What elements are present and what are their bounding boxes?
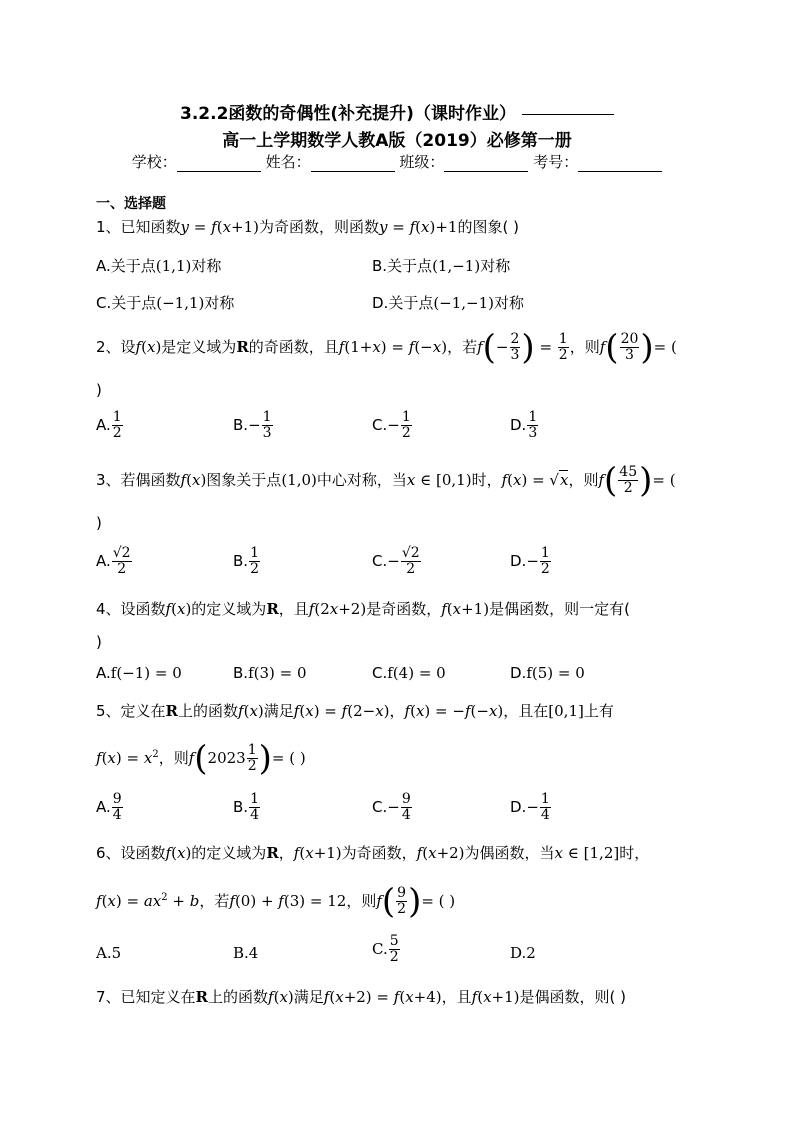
- question-3-close: ): [96, 514, 102, 532]
- name-label: 姓名：: [265, 153, 311, 171]
- exam-number-field[interactable]: [578, 157, 662, 172]
- title-underline: [522, 114, 614, 115]
- q3-option-c[interactable]: C.− $\frac{√2}{2}$: [372, 545, 420, 577]
- school-field[interactable]: [177, 157, 261, 172]
- question-2-close: ): [96, 381, 102, 399]
- q1-option-a[interactable]: A.关于点(1,1)对称: [96, 257, 222, 275]
- question-4: 4、设函数f(x)的定义域为R，且f(2x+2)是奇函数，f(x+1)是偶函数，则一定有(: [96, 600, 630, 618]
- question-1: 1、已知函数y = f(x+1)为奇函数，则函数y = f(x)+1的图象( ): [96, 218, 519, 236]
- q5-option-d[interactable]: D.− $\frac{1}{4}$: [510, 791, 550, 823]
- student-info-row: [0, 151, 794, 172]
- q6-option-b[interactable]: B.4: [233, 944, 259, 962]
- question-6: 6、设函数f(x)的定义域为R，f(x+1)为奇函数，f(x+2)为偶函数，当x ∈ [1,2]时，: [96, 844, 650, 862]
- school-label: 学校：: [131, 153, 177, 171]
- question-3: 3、若偶函数f(x)图象关于点(1,0)中心对称，当x ∈ [0,1)时，f(x) = √x，则f( $\frac{45}{2}$ )= (: [96, 460, 676, 501]
- q3-option-b[interactable]: B. $\frac{1}{2}$: [233, 545, 259, 577]
- q5-option-a[interactable]: A. $\frac{9}{4}$: [96, 791, 122, 823]
- question-6-line2: $f(x) = ax^2 + b$，若f(0) + f(3) = 12，则f( $\frac{9}{2}$ )= ( ): [96, 881, 456, 922]
- q1-option-d[interactable]: D.关于点(−1,−1)对称: [372, 294, 525, 312]
- page-subtitle: 高一上学期数学人教A版（2019）必修第一册: [222, 131, 572, 151]
- q5-option-b[interactable]: B. $\frac{1}{4}$: [233, 791, 259, 823]
- page-title: 3.2.2函数的奇偶性(补充提升)（课时作业）: [0, 99, 794, 124]
- class-label: 班级：: [399, 153, 445, 171]
- q6-option-d[interactable]: D.2: [510, 944, 536, 962]
- q4-option-c[interactable]: C.f(4) = 0: [372, 664, 446, 682]
- class-field[interactable]: [444, 157, 528, 172]
- q2-option-b[interactable]: B.− $\frac{1}{3}$: [233, 409, 272, 441]
- q4-option-a[interactable]: A.f(−1) = 0: [96, 664, 182, 682]
- section-title: 一、选择题: [96, 196, 166, 212]
- exam-number-label: 考号：: [533, 153, 579, 171]
- q6-option-c[interactable]: C. $\frac{5}{2}$: [372, 933, 399, 965]
- q3-option-a[interactable]: A. $\frac{√2}{2}$: [96, 545, 131, 577]
- q2-option-a[interactable]: A. $\frac{1}{2}$: [96, 409, 122, 441]
- q6-option-a[interactable]: A.5: [96, 944, 122, 962]
- question-5-line2: $f(x) = x^2$，则f(2023 $\frac{1}{2}$ )= ( ): [96, 738, 306, 779]
- q3-option-d[interactable]: D.− $\frac{1}{2}$: [510, 545, 550, 577]
- question-2: 2、设f(x)是定义域为R的奇函数，且f(1+x) = f(−x)，若f(− $\frac{2}{3}$ ) = $\frac{1}{2}$ ，则f( $\frac{20}{3}$ )= (: [96, 327, 677, 368]
- question-7: 7、已知定义在R上的函数f(x)满足f(x+2) = f(x+4)，且f(x+1)是偶函数，则( ): [96, 988, 626, 1006]
- q4-option-b[interactable]: B.f(3) = 0: [233, 664, 307, 682]
- q1-option-c[interactable]: C.关于点(−1,1)对称: [96, 294, 235, 312]
- q1-option-b[interactable]: B.关于点(1,−1)对称: [372, 257, 511, 275]
- question-5: 5、定义在R上的函数f(x)满足f(x) = f(2−x)，f(x) = −f(−x)，且在[0,1]上有: [96, 702, 614, 720]
- question-4-close: ): [96, 633, 102, 651]
- q4-option-d[interactable]: D.f(5) = 0: [510, 664, 585, 682]
- q2-option-c[interactable]: C.− $\frac{1}{2}$: [372, 409, 411, 441]
- name-field[interactable]: [311, 157, 395, 172]
- q2-option-d[interactable]: D. $\frac{1}{3}$: [510, 409, 538, 441]
- q5-option-c[interactable]: C.− $\frac{9}{4}$: [372, 791, 411, 823]
